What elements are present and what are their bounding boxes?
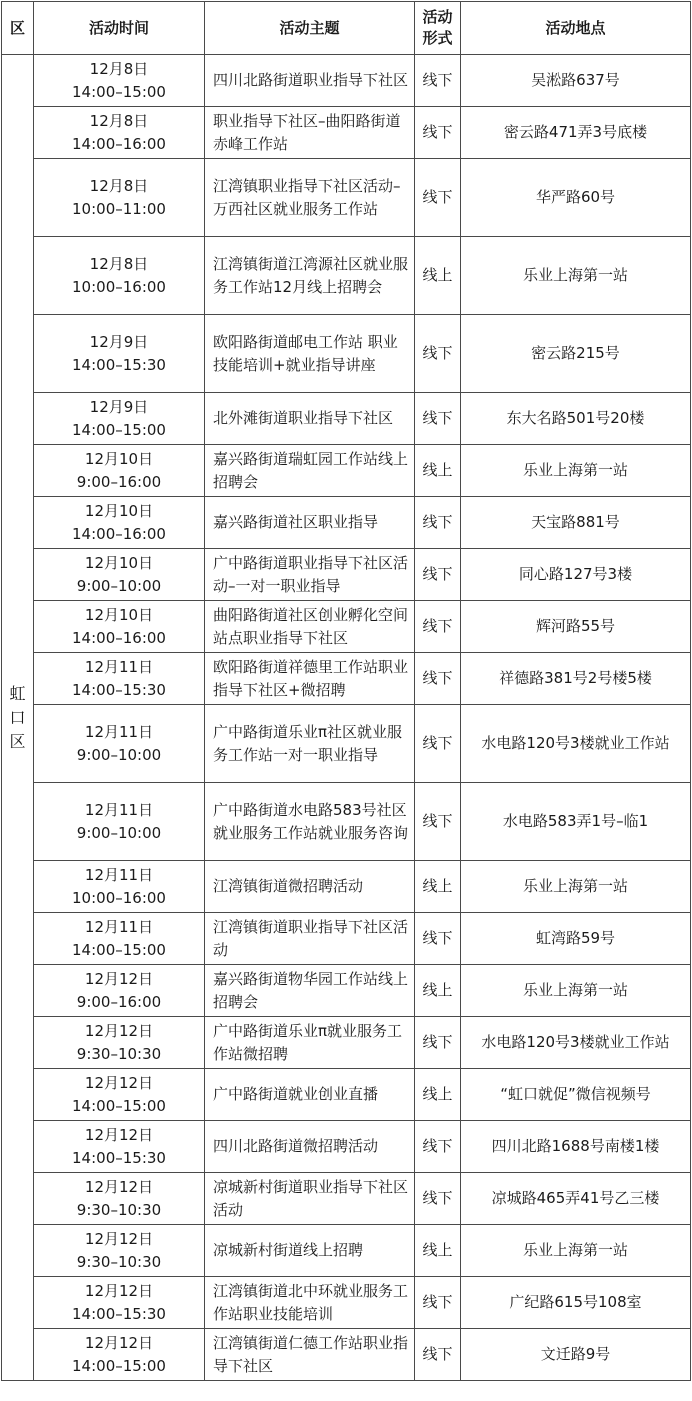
form-cell: 线下 [415,315,461,393]
form-cell: 线上 [415,237,461,315]
theme-cell: 江湾镇街道仁德工作站职业指导下社区 [205,1329,415,1381]
form-cell: 线下 [415,783,461,861]
location-cell: 四川北路1688号南楼1楼 [461,1121,691,1173]
time-range-text: 9:00–10:00 [76,823,162,842]
table-row [2,1069,691,1121]
time-cell [34,107,205,159]
form-cell: 线下 [415,497,461,549]
table-row [2,549,691,601]
date-text: 12月11日 [84,865,154,884]
theme-cell: 广中路街道职业指导下社区活动–一对一职业指导 [205,549,415,601]
table-row [2,783,691,861]
time-range-text: 14:00–15:30 [72,680,166,699]
theme-cell: 江湾镇街道职业指导下社区活动 [205,913,415,965]
date-text: 12月12日 [84,1073,154,1092]
location-cell: 广纪路615号108室 [461,1277,691,1329]
time-range-text: 14:00–15:30 [72,1148,166,1167]
form-cell: 线下 [415,55,461,107]
table-row [2,1173,691,1225]
district-char: 虹 [9,683,26,703]
time-cell [34,1069,205,1121]
theme-cell: 四川北路街道职业指导下社区 [205,55,415,107]
time-cell [34,159,205,237]
table-row [2,1277,691,1329]
time-cell [34,1277,205,1329]
date-text: 12月12日 [84,1125,154,1144]
form-cell: 线下 [415,1173,461,1225]
time-cell [34,237,205,315]
form-cell: 线下 [415,705,461,783]
form-cell: 线下 [415,107,461,159]
date-text: 12月10日 [84,501,154,520]
time-range-text: 14:00–16:00 [72,524,166,543]
time-range-text: 14:00–16:00 [72,134,166,153]
form-cell: 线下 [415,653,461,705]
table-row [2,965,691,1017]
location-cell: 乐业上海第一站 [461,237,691,315]
time-cell [34,55,205,107]
date-text: 12月8日 [89,176,149,195]
table-row [2,55,691,107]
form-cell: 线上 [415,445,461,497]
table-row [2,861,691,913]
time-cell [34,705,205,783]
form-cell: 线上 [415,965,461,1017]
form-cell: 线下 [415,159,461,237]
location-cell: 乐业上海第一站 [461,445,691,497]
location-cell: 祥德路381号2号楼5楼 [461,653,691,705]
table-row [2,237,691,315]
location-cell: 乐业上海第一站 [461,861,691,913]
form-cell: 线下 [415,549,461,601]
date-text: 12月10日 [84,553,154,572]
header-time: 活动时间 [34,2,205,55]
theme-cell: 广中路街道就业创业直播 [205,1069,415,1121]
header-district: 区 [2,2,34,55]
location-cell: 华严路60号 [461,159,691,237]
table-row [2,315,691,393]
theme-cell: 欧阳路街道祥德里工作站职业指导下社区+微招聘 [205,653,415,705]
header-form-line2: 形式 [422,29,453,47]
time-range-text: 9:00–16:00 [76,992,162,1011]
theme-cell: 嘉兴路街道瑞虹园工作站线上招聘会 [205,445,415,497]
table-row [2,653,691,705]
time-cell [34,315,205,393]
time-cell [34,1121,205,1173]
form-cell: 线下 [415,1329,461,1381]
time-range-text: 14:00–15:00 [72,940,166,959]
district-cell [2,55,34,1381]
time-range-text: 9:00–10:00 [76,576,162,595]
form-cell: 线下 [415,1121,461,1173]
time-range-text: 14:00–15:00 [72,1096,166,1115]
table-body [2,55,691,1381]
time-cell [34,549,205,601]
district-char: 口 [9,707,26,727]
location-cell: 虹湾路59号 [461,913,691,965]
time-cell [34,601,205,653]
time-range-text: 9:00–16:00 [76,472,162,491]
time-cell [34,861,205,913]
location-cell: 水电路583弄1号–临1 [461,783,691,861]
table-row [2,913,691,965]
date-text: 12月11日 [84,917,154,936]
time-range-text: 14:00–16:00 [72,628,166,647]
time-cell [34,393,205,445]
theme-cell: 凉城新村街道职业指导下社区活动 [205,1173,415,1225]
form-cell: 线下 [415,913,461,965]
header-location: 活动地点 [461,2,691,55]
form-cell: 线下 [415,393,461,445]
table-row [2,601,691,653]
form-cell: 线下 [415,601,461,653]
time-range-text: 9:00–10:00 [76,745,162,764]
time-cell [34,497,205,549]
location-cell: 水电路120号3楼就业工作站 [461,705,691,783]
time-cell [34,1225,205,1277]
time-range-text: 10:00–11:00 [72,199,166,218]
date-text: 12月12日 [84,1021,154,1040]
location-cell: 文迁路9号 [461,1329,691,1381]
time-cell [34,1017,205,1069]
time-range-text: 14:00–15:00 [72,420,166,439]
time-range-text: 10:00–16:00 [72,888,166,907]
table-row [2,1225,691,1277]
theme-cell: 凉城新村街道线上招聘 [205,1225,415,1277]
date-text: 12月9日 [89,332,149,351]
time-range-text: 10:00–16:00 [72,277,166,296]
time-cell [34,445,205,497]
date-text: 12月8日 [89,111,149,130]
theme-cell: 四川北路街道微招聘活动 [205,1121,415,1173]
table-row [2,1121,691,1173]
header-theme: 活动主题 [205,2,415,55]
table-row [2,445,691,497]
time-range-text: 14:00–15:00 [72,82,166,101]
location-cell: 密云路215号 [461,315,691,393]
table-header-row [2,2,691,55]
date-text: 12月12日 [84,1281,154,1300]
theme-cell: 欧阳路街道邮电工作站 职业技能培训+就业指导讲座 [205,315,415,393]
theme-cell: 广中路街道乐业π就业服务工作站微招聘 [205,1017,415,1069]
theme-cell: 江湾镇街道微招聘活动 [205,861,415,913]
date-text: 12月9日 [89,397,149,416]
activity-schedule-table [1,1,691,1381]
date-text: 12月8日 [89,254,149,273]
date-text: 12月10日 [84,605,154,624]
time-range-text: 14:00–15:30 [72,355,166,374]
theme-cell: 江湾镇街道江湾源社区就业服务工作站12月线上招聘会 [205,237,415,315]
form-cell: 线上 [415,861,461,913]
time-cell [34,965,205,1017]
date-text: 12月12日 [84,1229,154,1248]
location-cell: 凉城路465弄41号乙三楼 [461,1173,691,1225]
location-cell: 乐业上海第一站 [461,1225,691,1277]
form-cell: 线上 [415,1225,461,1277]
theme-cell: 江湾镇职业指导下社区活动–万西社区就业服务工作站 [205,159,415,237]
form-cell: 线下 [415,1277,461,1329]
theme-cell: 嘉兴路街道社区职业指导 [205,497,415,549]
time-cell [34,783,205,861]
location-cell: 东大名路501号20楼 [461,393,691,445]
time-range-text: 14:00–15:00 [72,1356,166,1375]
time-cell [34,653,205,705]
table-row [2,393,691,445]
theme-cell: 广中路街道乐业π社区就业服务工作站一对一职业指导 [205,705,415,783]
form-cell: 线下 [415,1017,461,1069]
theme-cell: 嘉兴路街道物华园工作站线上招聘会 [205,965,415,1017]
location-cell: 吴淞路637号 [461,55,691,107]
theme-cell: 北外滩街道职业指导下社区 [205,393,415,445]
date-text: 12月12日 [84,1333,154,1352]
time-cell [34,913,205,965]
time-range-text: 14:00–15:30 [72,1304,166,1323]
time-cell [34,1173,205,1225]
location-cell: 辉河路55号 [461,601,691,653]
theme-cell: 广中路街道水电路583号社区就业服务工作站就业服务咨询 [205,783,415,861]
date-text: 12月12日 [84,969,154,988]
table-row [2,159,691,237]
table-row [2,1017,691,1069]
theme-cell: 江湾镇街道北中环就业服务工作站职业技能培训 [205,1277,415,1329]
location-cell: 密云路471弄3号底楼 [461,107,691,159]
theme-cell: 曲阳路街道社区创业孵化空间站点职业指导下社区 [205,601,415,653]
header-form [415,2,461,55]
date-text: 12月11日 [84,800,154,819]
location-cell: “虹口就促”微信视频号 [461,1069,691,1121]
date-text: 12月11日 [84,657,154,676]
location-cell: 同心路127号3楼 [461,549,691,601]
time-range-text: 9:30–10:30 [76,1044,162,1063]
table-row [2,497,691,549]
time-range-text: 9:30–10:30 [76,1252,162,1271]
theme-cell: 职业指导下社区–曲阳路街道赤峰工作站 [205,107,415,159]
date-text: 12月8日 [89,59,149,78]
table-row [2,705,691,783]
form-cell: 线上 [415,1069,461,1121]
date-text: 12月12日 [84,1177,154,1196]
district-char: 区 [9,731,26,751]
location-cell: 天宝路881号 [461,497,691,549]
header-form-line1: 活动 [422,8,453,26]
table-row [2,107,691,159]
time-range-text: 9:30–10:30 [76,1200,162,1219]
time-cell [34,1329,205,1381]
location-cell: 乐业上海第一站 [461,965,691,1017]
date-text: 12月11日 [84,722,154,741]
date-text: 12月10日 [84,449,154,468]
table-row [2,1329,691,1381]
location-cell: 水电路120号3楼就业工作站 [461,1017,691,1069]
